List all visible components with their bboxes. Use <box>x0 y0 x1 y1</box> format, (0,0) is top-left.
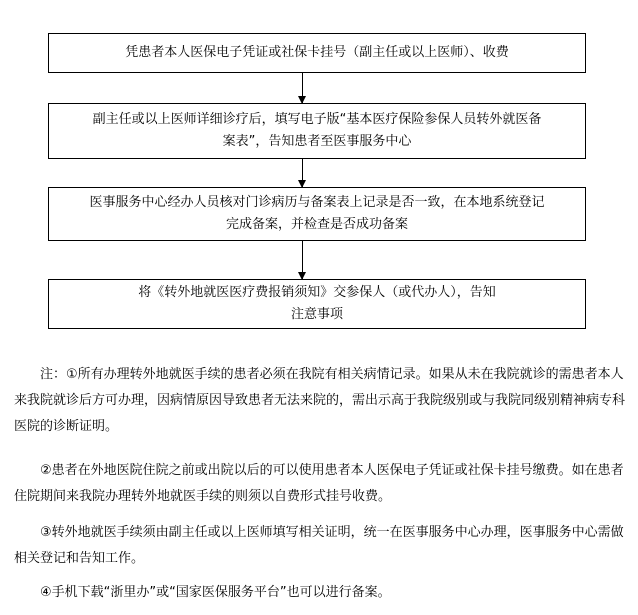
flow-step-3-line-2: 完成备案，并检查是否成功备案 <box>225 217 408 232</box>
flow-arrow-3 <box>302 241 303 279</box>
note-1: 注：①所有办理转外地就医手续的患者必须在我院有相关病情记录。如果从未在我院就诊的需患者本人来我院就诊后方可办理，因病情原因导致患者无法来院的，需出示高于我院级别或与我院同级别精神病专科医院的诊断证明。 <box>14 367 626 434</box>
flow-step-2-line-2: 案表”，告知患者至医事服务中心 <box>222 134 412 149</box>
flow-step-2 <box>48 103 586 159</box>
note-3: ③转外地就医手续须由副主任或以上医师填写相关证明，统一在医事服务中心办理，医事服务中心需做相关登记和告知工作。 <box>14 525 624 566</box>
flow-step-3 <box>48 187 586 241</box>
flow-step-4-line-2: 注意事项 <box>290 307 343 322</box>
flow-arrow-2 <box>302 159 303 187</box>
flow-step-4 <box>48 279 586 329</box>
note-2: ②患者在外地医院住院之前或出院以后的可以使用患者本人医保电子凭证或社保卡挂号缴费。如在患者住院期间来我院办理转外地就医手续的则须以自费形式挂号收费。 <box>14 463 624 504</box>
flow-step-3-line-1: 医事服务中心经办人员核对门诊病历与备案表上记录是否一致，在本地系统登记 <box>89 195 545 210</box>
flow-step-4-line-1: 将《转外地就医医疗费报销须知》交参保人（或代办人），告知 <box>138 285 496 300</box>
flow-step-2-line-1: 副主任或以上医师详细诊疗后，填写电子版“基本医疗保险参保人员转外就医备 <box>92 112 542 127</box>
flow-arrow-1 <box>302 73 303 103</box>
flow-step-1-text: 凭患者本人医保电子凭证或社保卡挂号（副主任或以上医师）、收费 <box>125 45 509 60</box>
note-4: ④手机下载“浙里办”或“国家医保服务平台”也可以进行备案。 <box>40 585 391 600</box>
flow-step-1 <box>48 33 586 73</box>
